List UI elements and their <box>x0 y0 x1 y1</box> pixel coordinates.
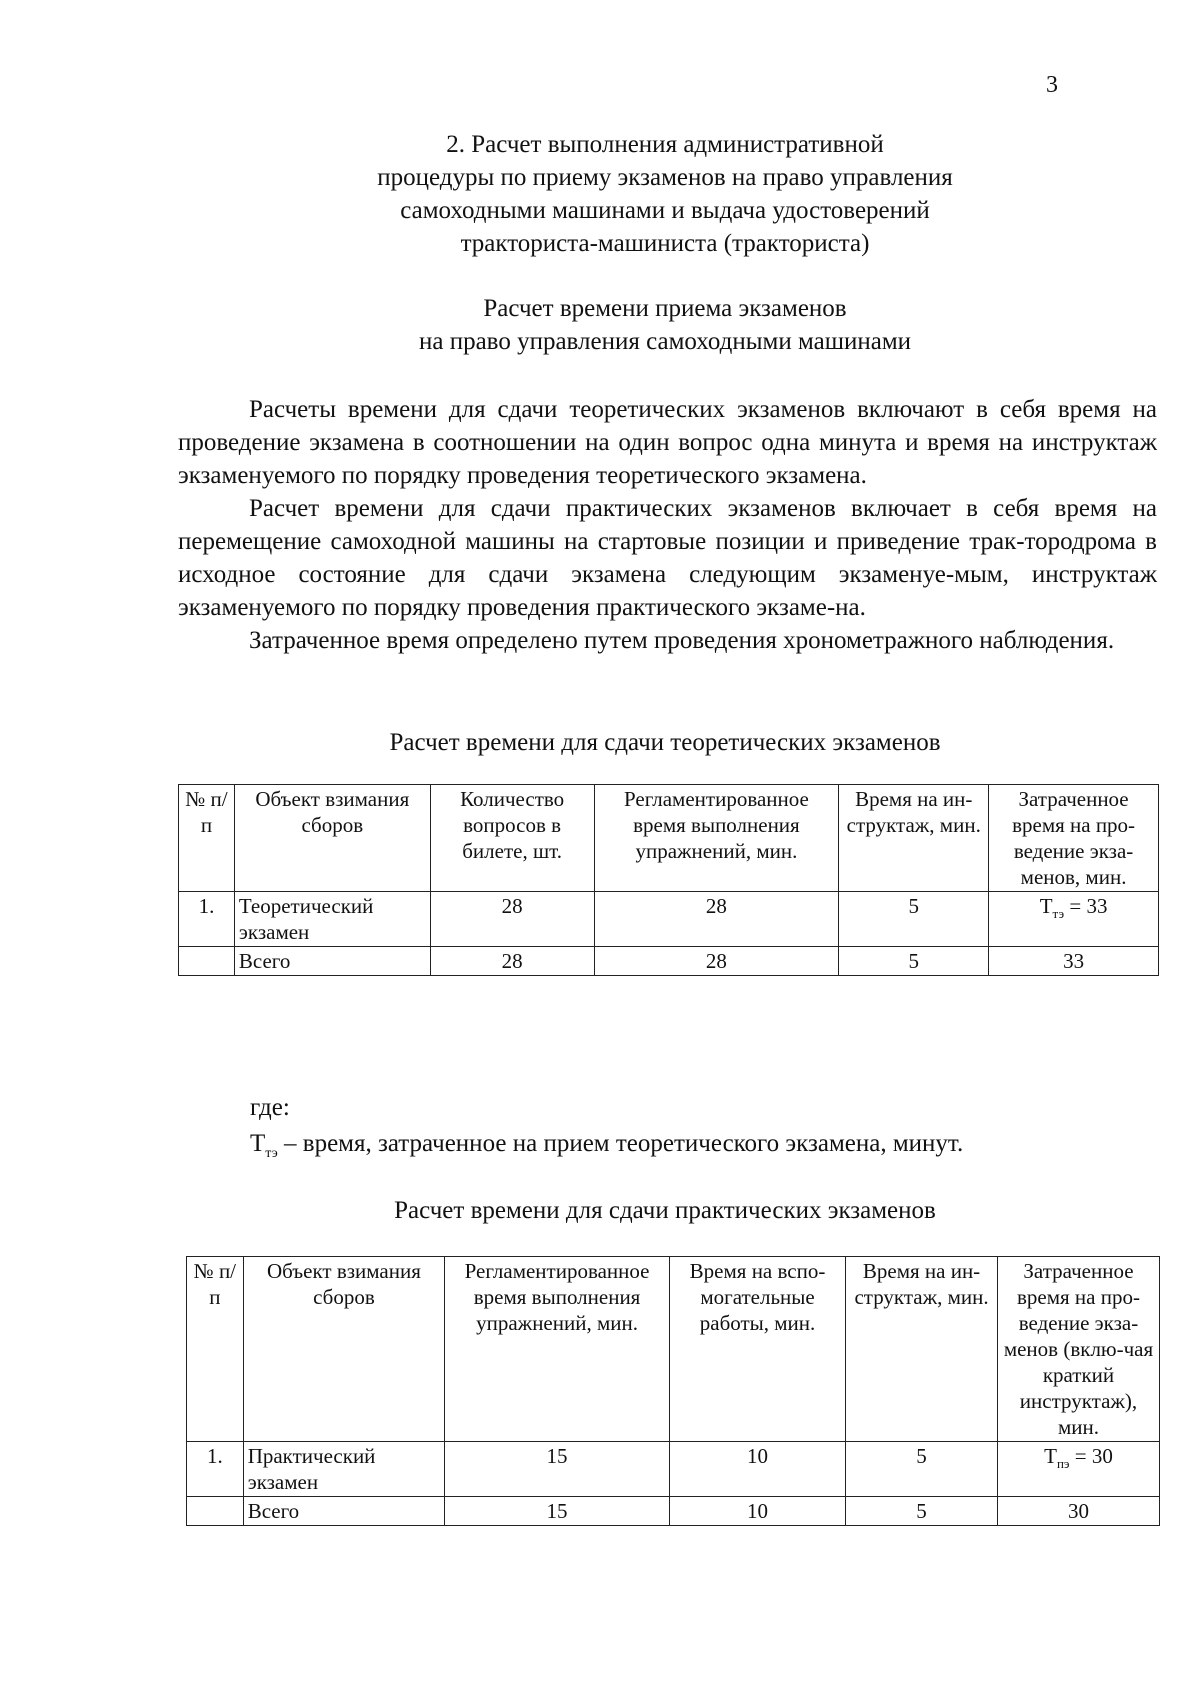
note-definition <box>250 1126 963 1172</box>
total-label: Всего <box>243 1497 444 1526</box>
header-briefing: Время на ин-структаж, мин. <box>839 785 989 892</box>
spent-symbol: Т <box>1039 894 1053 918</box>
header-spent: Затраченное время на про-ведение экза-менов, мин. <box>989 785 1159 892</box>
header-briefing: Время на ин-структаж, мин. <box>846 1257 998 1442</box>
header-spent: Затраченное время на про-ведение экза-менов (вклю-чая краткий инструктаж), мин. <box>997 1257 1159 1442</box>
header-object: Объект взимания сборов <box>243 1257 444 1442</box>
cell-regulated: 28 <box>594 892 839 947</box>
cell-briefing: 5 <box>839 892 989 947</box>
header-object: Объект взимания сборов <box>234 785 430 892</box>
note-where: где: <box>250 1094 290 1121</box>
total-briefing: 5 <box>839 947 989 976</box>
cell-empty <box>179 947 235 976</box>
section-title <box>0 128 1200 260</box>
cell-spent <box>989 892 1159 947</box>
header-num: № п/п <box>179 785 235 892</box>
header-regulated: Регламентированное время выполнения упражнений, мин. <box>594 785 839 892</box>
page-number: 3 <box>1046 72 1058 98</box>
cell-auxiliary: 10 <box>669 1442 845 1497</box>
note-symbol: Т <box>250 1130 266 1157</box>
spent-symbol-sub: тэ <box>1052 906 1065 922</box>
total-auxiliary: 10 <box>669 1497 845 1526</box>
table-row <box>179 892 1159 947</box>
spent-symbol: Т <box>1044 1444 1057 1468</box>
paragraph: Затраченное время определено путем проведения хронометражного наблюдения. <box>249 627 1115 654</box>
total-spent: 33 <box>989 947 1159 976</box>
total-regulated: 15 <box>445 1497 670 1526</box>
theory-table-caption: Расчет времени для сдачи теоретических экзаменов <box>389 729 941 756</box>
total-spent: 30 <box>997 1497 1159 1526</box>
title-line: самоходными машинами и выдача удостоверений <box>400 197 930 224</box>
spent-symbol-sub: пэ <box>1056 1456 1070 1472</box>
title-line: процедуры по приему экзаменов на право управления <box>377 164 953 191</box>
table-row <box>187 1442 1160 1497</box>
spent-value: = 30 <box>1069 1444 1113 1468</box>
subtitle-line: на право управления самоходными машинами <box>418 328 912 355</box>
section-subtitle <box>0 292 1200 358</box>
table-header-row <box>179 785 1159 892</box>
cell-briefing: 5 <box>846 1442 998 1497</box>
table-total-row <box>179 947 1159 976</box>
cell-num: 1. <box>179 892 235 947</box>
header-regulated: Регламентированное время выполнения упражнений, мин. <box>445 1257 670 1442</box>
header-auxiliary: Время на вспо-могательные работы, мин. <box>669 1257 845 1442</box>
cell-spent <box>997 1442 1159 1497</box>
cell-object: Практический экзамен <box>243 1442 444 1497</box>
practice-table-caption: Расчет времени для сдачи практических экзаменов <box>394 1197 936 1224</box>
table-total-row <box>187 1497 1160 1526</box>
body-text <box>178 393 1157 657</box>
note-text: – время, затраченное на прием теоретического экзамена, минут. <box>277 1130 964 1157</box>
total-regulated: 28 <box>594 947 839 976</box>
practice-table <box>186 1256 1160 1526</box>
cell-empty <box>187 1497 244 1526</box>
note <box>250 1090 963 1172</box>
spent-value: = 33 <box>1064 894 1108 918</box>
paragraph: Расчеты времени для сдачи теоретических экзаменов включают в себя время на проведение экзамена в соотношении на один вопрос одна минута и время на инструктаж экзаменуемого по порядку проведения теоретического экзамена. <box>178 396 1157 489</box>
note-symbol-sub: тэ <box>265 1146 278 1161</box>
table-header-row <box>187 1257 1160 1442</box>
paragraph: Расчет времени для сдачи практических экзаменов включает в себя время на перемещение самоходной машины на стартовые позиции и приведение трак-тородрома в исходное состояние для сдачи экзамена следующим экзаменуе-мым, инструктаж экзаменуемого по порядку проведения практического экзаме-на. <box>178 495 1157 621</box>
total-briefing: 5 <box>846 1497 998 1526</box>
cell-object: Теоретический экзамен <box>234 892 430 947</box>
cell-regulated: 15 <box>445 1442 670 1497</box>
header-questions: Количество вопросов в билете, шт. <box>430 785 594 892</box>
cell-questions: 28 <box>430 892 594 947</box>
header-num: № п/п <box>187 1257 244 1442</box>
title-line: тракториста-машиниста (тракториста) <box>460 230 870 257</box>
theory-table <box>178 784 1159 976</box>
subtitle-line: Расчет времени приема экзаменов <box>483 295 847 322</box>
total-questions: 28 <box>430 947 594 976</box>
total-label: Всего <box>234 947 430 976</box>
title-line: 2. Расчет выполнения административной <box>446 131 884 158</box>
cell-num: 1. <box>187 1442 244 1497</box>
